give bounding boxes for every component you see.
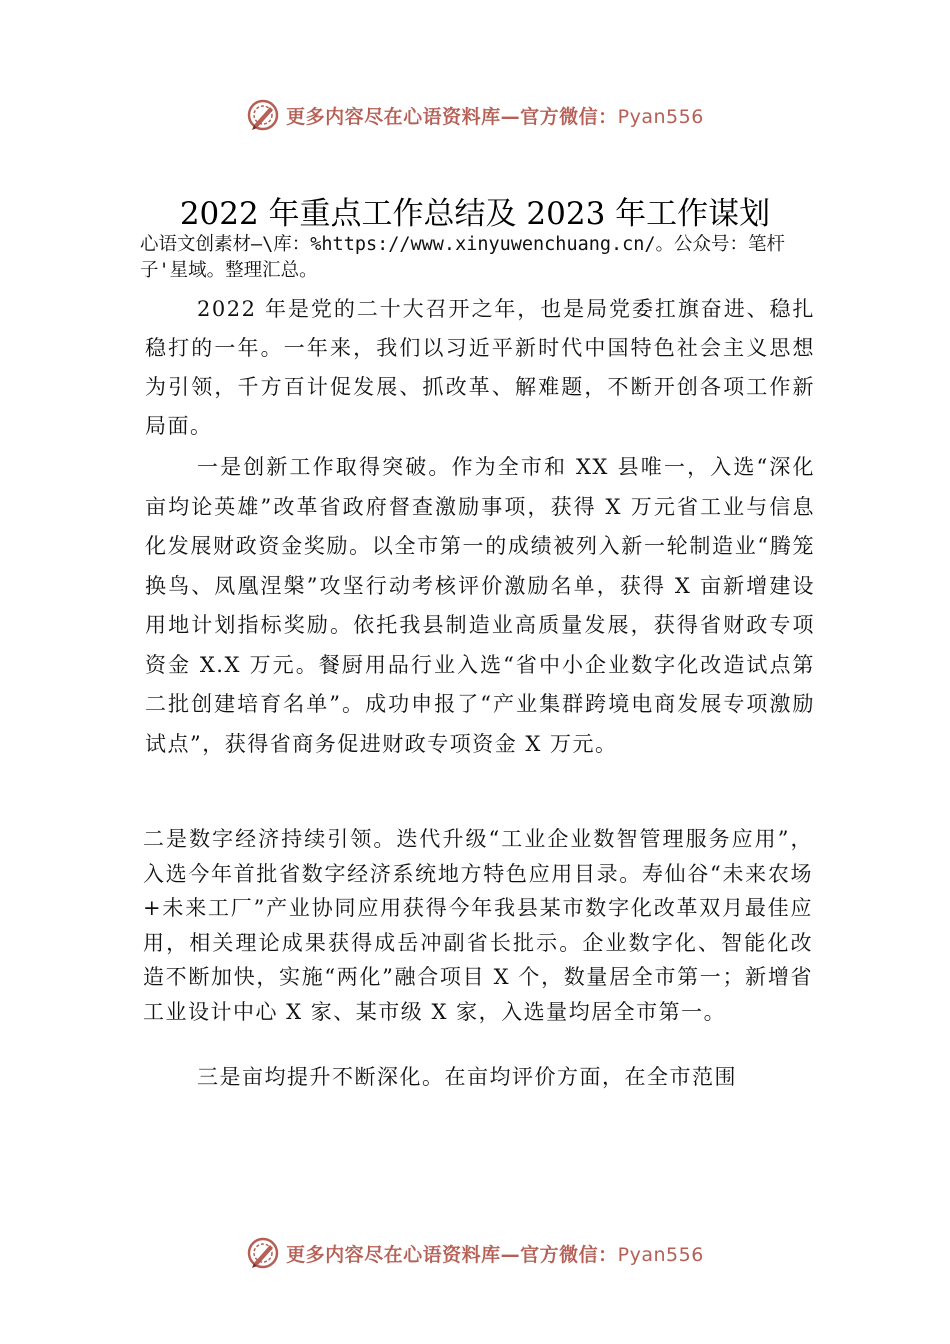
- watermark-text: 更多内容尽在心语资料库—官方微信：Pyan556: [286, 105, 704, 128]
- watermark-footer: [0, 1228, 950, 1278]
- paragraph-intro: 2022 年是党的二十大召开之年，也是局党委扛旗奋进、稳扎稳打的一年。一年来，我们以习近平新时代中国特色社会主义思想为引领，千方百计促发展、抓改革、解难题，不断开创各项工作新局面。: [145, 297, 815, 438]
- document-title: 2022 年重点工作总结及 2023 年工作谋划: [179, 196, 771, 232]
- paragraph-digital-economy: 二是数字经济持续引领。迭代升级“工业企业数智管理服务应用”，入选今年首批省数字经济系统地方特色应用目录。寿仙谷“未来农场+未来工厂”产业协同应用获得今年我县某市数字化改革双月最佳应用，相关理论成果获得成岳冲副省长批示。企业数字化、智能化改造不断加快，实施“两化”融合项目 X 个，数量居全市第一；新增省工业设计中心 X 家、某市级 X 家，入选量均居全市第一。: [143, 827, 813, 1024]
- watermark-text: 更多内容尽在心语资料库—官方微信：Pyan556: [286, 1243, 704, 1266]
- watermark-header: [0, 90, 950, 140]
- pen-logo-icon: [246, 98, 280, 132]
- paragraph-per-mu: 三是亩均提升不断深化。在亩均评价方面，在全市范围: [197, 1065, 737, 1089]
- source-note: 心语文创素材—\库：%https://www.xinyuwenchuang.cn/。公众号：笔杆子'星域。整理汇总。: [140, 234, 786, 281]
- pen-logo-icon: [246, 1236, 280, 1270]
- paragraph-innovation: 一是创新工作取得突破。作为全市和 XX 县唯一，入选“深化亩均论英雄”改革省政府督查激励事项，获得 X 万元省工业与信息化发展财政资金奖励。以全市第一的成绩被列入新一轮制造业“腾笼换鸟、凤凰涅槃”攻坚行动考核评价激励名单，获得 X 亩新增建设用地计划指标奖励。依托我县制造业高质量发展，获得省财政专项资金 X.X 万元。餐厨用品行业入选“省中小企业数字化改造试点第二批创建培育名单”。成功申报了“产业集群跨境电商发展专项激励试点”，获得省商务促进财政专项资金 X 万元。: [145, 455, 815, 756]
